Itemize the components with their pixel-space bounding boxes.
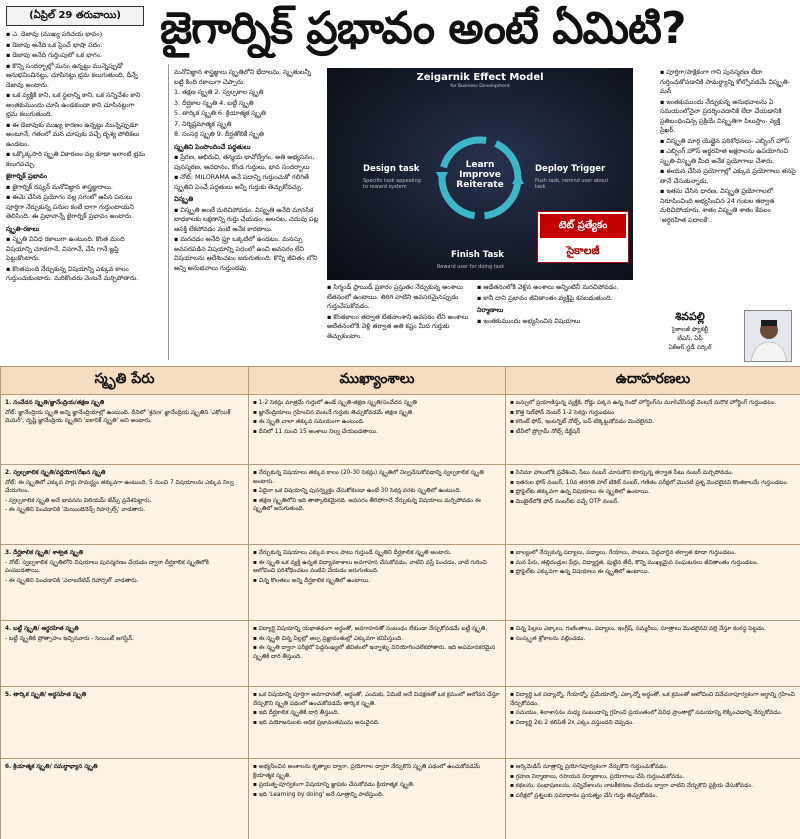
node-finish: Finish Task [451,250,504,260]
center-learn: Learn [465,160,495,170]
tet-special-badge [537,211,629,263]
table-row [1,545,800,621]
cell-key-points [249,465,506,545]
cell-line: ▪ పరీక్షలో ప్రశ్నలకు సమాధానం ప్రయత్నం చేసి గుర్తు తెచ్చుకోవడం. [510,792,658,799]
text-line: ▪ కొన్ని సందర్భాల్లో మనం ఉన్నట్టు మున్నెప్పుడో అనుభవించినట్టు, చూసినట్టు భ్రమ కలుగుతుంది. దీన్నే డెజావు అంటారు. [6,61,138,89]
cell-line: ▪ ఈ స్మృతి ఒక వ్యక్తి ఉన్నత విద్యావకాశాలు అవగాహన చేసుకోవడం, వాటిని వస్తే పెంచడం, వాటి గురించి ఆలోచించి పరిశోధించటం వంటివి చేయడం జరుగుతుంది. [253,559,487,575]
text-line: 7. నిర్మిష్టమాత్మక స్మృతి [174,119,232,128]
text-line: ▪ డెజావు అనేది గుర్తింపులో ఒక భాగం. [6,51,102,59]
header-key-points: ముఖ్యాంశాలు [249,367,506,395]
cell-line: ▪ నేర్చుకున్న విషయాలు ఎక్కువ కాలం పాటు గుర్తుండే స్మృతిని దీర్ఘకాలిక స్మృతి అంటారు. [253,550,452,556]
subheading-zeigarnik: జైగార్నిక్ ప్రభావం [6,172,47,180]
cell-key-points [249,395,506,465]
text-line: 5. తార్కిక స్మృతి 6. క్రియాత్మక స్మృతి [174,109,266,117]
text-line: ▪ కానీ దాని ప్రభావం జీవితాంతం వ్యక్తిపై కనబడుతుంది. [477,293,613,302]
cell-examples [506,395,800,465]
text-line: ▪ కొంతకాలం తర్వాత బేతనాంశాని అవసరం లేని అంశాలు అబేతనంలోకి వెళ్లి తర్వాత అతి కష్టం మీద గుర్తుకు తెచ్చుకుంటాం. [327,312,469,340]
cell-line: - ఈ స్మృతిని పెంచడానికి 'ఎలాబరేటివ్ రిహార్సల్' వాడతారు. [5,577,139,584]
cell-line: ▪ ఈ స్మృతి చాలా తక్కువ సమయంగా ఉంటుంది. [253,419,365,426]
cell-line: - నోట్: స్వల్పకాలిక స్మృతిలోని విషయాలు పునస్మరణం చేయడం ద్వారా దీర్ఘకాలిక స్మృతిలోకి పంపబడతాయి. [5,559,209,575]
cell-line: ▪ ప్రయత్న-పూర్వకంగా విషయాన్ని జ్ఞాపకం చేసుకోవడం క్రియాత్మక స్మృతి. [253,782,415,789]
cell-line: ▪ నేర్చుకున్న విషయాలు తక్కువ కాలం (20-30 సెకన్లు) స్మృతిలో నిల్వచేసుకోవడాన్ని స్వల్పకాలిక స్మృతి అంటారు. [253,470,484,485]
cell-line: ▪ విద్యార్థి ఒక పద్యాన్నో, గేయాన్నో, ప్రమేయాన్నో, ఎక్కాన్నో అర్థంతో, ఒక క్రమంతో ఆలోచించి వివేచనాపూర్వకంగా అర్థాన్ని గ్రహించి నేర్చుకోవడం. [510,692,795,707]
memory-types-table [0,366,800,839]
text-line: ▪ స్మృతి వివిధ రకాలుగా ఉంటుంది. కొంత మంది విషయాన్ని చూడగానే, వినగానే, చేసి గానే జ్ఞప్తి పెట్టుకొంటారు. [6,235,125,262]
badge-bottom: సైకాలజీ [566,244,600,257]
cell-line: ▪ చిన్న కొలతలు అన్ని దీర్ఘకాలిక స్మృతిలో ఉంటాయి. [253,577,371,584]
text-line: ▪ ఈ డెజావుకు ముఖ్య కారణం ఉన్నట్టు మున్నెప్పుడూ అంటూనే, గతంలో మన చూపుకు వచ్చే దృశ్య పోలికలు ఉండటం. [6,120,140,148]
node-deploy: Deploy Trigger [535,164,606,174]
column-divider [168,64,169,360]
text-line: ▪ మరచడం అనేది ఫ్రూ ఒక్కటిలో ఉండటం. మనస్సు అవసరపడిన విషయాన్ని పదంలో ఉంచి అవసరం లేని విషయాలను ఆదేశించటం జరుగుతుంది. కొన్ని జీవితం లోని అన్ని అనుభవాలు గుర్తుండవు. [174,235,318,272]
cell-memory-name [1,395,249,465]
cell-line: ▪ టీవీలో ప్రోగ్రామ్ నోట్స్ డిక్టేషన్ [510,428,581,435]
cell-line: 4. బట్టీ స్మృతి/ అర్థరహిత స్మృతి [5,626,79,632]
cell-line: ▪ ఒక విషయాన్ని పూర్తిగా అవగాహనతో, అర్థంతో, ఎందుకు, ఏమిటి అనే విచక్షణతో ఒక క్రమంలో ఆలోచన చేస్తూ నేర్చుకొని స్మృతి పథంలో ఉంచుకోవడమే తార్కిక స్మృతి. [253,692,500,707]
text-line: ▪ విస్మృతి అంటే మరిచిపోవడం. విస్మృతి అనేది మానసిక బాధకాలకు లక్షణాన్ని గుర్తు చేయడం, అలసట, చదువు పట్ల ఆసక్తి లేకపోవడం వంటి అనేక కారణాలు. [174,205,319,233]
date-tag: (ఏప్రిల్ 29 తరువాయి) [6,6,144,26]
cell-line: - స్వల్పకాలిక స్మృతి అనే భావనను విలియమ్ జేమ్స్ ప్రవేశపెట్టారు. [5,497,152,504]
text-line: ▪ ఇంతకుముందు అభ్యసించిన విషయాలు [477,316,581,325]
text-line: ▪ డెజావు అనేది ఒక ఫ్రెంచ్ భాషా పదం. [6,40,103,49]
cell-line: ▪ కథలను, సంభాషణలను, సన్నివేశాలను నాటకీకరణం చేయడం ద్వారా వాటిని నేర్చుకొని ఫ్రక్రియ చేసుకోవడం. [510,783,754,790]
text-line: ▪ ఒక్కొక్కసారి స్మృతి వికారణం వల్ల కూడా ఇలాంటి భ్రమ కలుగవచ్చు. [6,150,145,168]
text-line: ▪ కొంతమంది నేర్చుకున్న విషయాన్ని ఎక్కువ కాలం గుర్తుంచుకుంటారు. మరికొందరు వెంటనే మర్చిపోతారు. [6,264,139,282]
center-improve: Improve [459,170,501,180]
cell-examples [506,545,800,621]
text-line: ▪ ఎబ్బింగ్ హౌస్ అర్థరహిత అక్షరాలను ఉపయోగించి స్మృతి-విస్మృతి మీద అనేక ప్రయోగాలు చేశారు. [660,147,789,165]
cell-line: 2. స్వల్పకాలిక స్మృతి/వర్ణయోగ/రేఖన స్మృతి [5,470,106,476]
cell-line: ▪ 1-2 సెకన్లు మాత్రమే గుర్తులో ఉండే స్మృతి-తక్షణ స్మృతి/సంవేదన స్మృతి [253,400,417,406]
cell-line: ▪ అభ్యసించిన అంశాలను కృత్యాల ద్వారా, ప్రయోగాల ద్వారా నేర్చుకొని స్మృతి పథంలో ఉంచుకోవడమే క్రియాత్మక స్మృతి. [253,764,480,779]
table-row [1,621,800,687]
table-row [1,465,800,545]
cell-line: ▪ ఇది వయోజనులకు అధిక ప్రభావంతమును అనువైనది. [253,719,380,726]
cell-line: ▪ ఈ స్మృతి చిన్న పిల్లల్లో అల్ప ప్రజ్ఞావంతుల్లో ఎక్కువగా కనిపిస్తుంది. [253,635,404,642]
table-row [1,395,800,465]
cell-line: ▪ విద్యార్థి 2కు 2 కలిపితే 2x ఎక్కం వస్తుందని చెప్పడం. [510,719,635,726]
cell-line: ▪ చిన్న పిల్లలు ఎక్కాలు, గుణింతాలు, పద్యాలు, ఇంగ్లీష్, సమ్మరీలు, సూత్రాలు మొదలైనవి వల్లె వేస్తూ కంఠస్థ పెట్టడం. [510,626,766,632]
text-line: ▪ పూర్తిగా/పాక్షికంగా గాని పునస్మరణ లేదా గుర్తించుకోవడానికి సామర్థ్యాన్ని కోల్పోవడమే విస్మృతి- మన్ [660,68,790,95]
text-line: ▪ విస్మృతి మార్గ యెట్లైన పరిశోధనలు- ఎబ్బింగ్ హౌస్. [660,136,792,145]
header-memory-name: స్మృతి పేరు [1,367,249,395]
cell-line: ▪ కొత్త సెల్‌ఫోన్ నెంబర్ 1-2 సెకన్లు గుర్తుండటం [510,409,615,416]
cell-line: 1. సంవేదన స్మృతి/జ్ఞానేంద్రియ/తక్షణ స్మృతి [5,400,105,406]
center-reiterate: Reiterate [456,180,504,190]
cell-examples [506,687,800,759]
text-line: ▪ ఒక వ్యక్తికి కాని, ఒక స్థలాన్ని కాని, ఒక సన్నివేశం కాని అంతకుముందు చూసి ఉండకుండా కాని చూసినట్టుగా భ్రమ కలుగుతుంది. [6,91,141,118]
column-4 [477,283,635,362]
column-5 [660,68,796,307]
table-row [1,759,800,839]
text-line: ▪ ఈయన చేసిన ప్రయోగాల్లో ఎక్కువ ప్రయోగాలు తనపై తానే చేసుకున్నాడు. [660,167,796,185]
model-title: Zeigarnik Effect Model [416,72,544,83]
cell-line: ▪ గ్రహణ నిర్మాణాలు, రసాయన నిర్మాణాలు, ప్రయోగాలు చేసి గుర్తుంచుకోవడం. [510,773,685,780]
col2-intro: మనోవిజ్ఞాన శాస్త్రజ్ఞులు స్మృతిలోని భేదాలను, స్మృతులన్నీ బట్టి కింది రకాలుగా చెప్పారు. [174,68,311,86]
cell-line: ▪ విద్యార్థి విషయాన్ని యథాతథంగా అర్థంతో, అవగాహనతో సంబంధం లేకుండా నేర్చుకోవడమే బట్టీ స్మృతి. [253,626,488,632]
cell-key-points [249,687,506,759]
cell-line: - బట్టీ స్మృతికి ప్రోత్సాహం ఇచ్చినవారు - సెయింట్ ఆగస్టిన్. [5,635,135,642]
header-examples: ఉదాహరణలు [506,367,800,395]
cell-line: ▪ సమయం, శిలాశాసనం మధ్య సంబంధాన్ని గ్రహించి ప్రయంతంలో వివిధ ప్రాంతాల్లో సమయాన్ని లెక్కించడాన్ని నేర్చుకోవడం. [510,710,783,717]
cell-line: 3. దీర్ఘకాలిక స్మృతి/ శాశ్వత స్మృతి [5,550,83,556]
column-3 [327,283,473,362]
cell-line: ▪ ఇది 'Learning by doing' అనే సూత్రాన్ని పాటిస్తుంది. [253,791,384,798]
author-line-3: ఏకేఆర్ స్టడీ సర్కిల్ [668,344,712,351]
column-1 [6,30,146,362]
cell-line: ▪ ఈ స్మృతి ద్వారా పరీక్షలో పెద్దసంఖ్యలో జీవితంలో ఇన్నాళ్ళు వినియోగించలేకపోతారు. ఇది అపమానకరమైన స్మృతికి దారి తీస్తుంది. [253,645,496,660]
cell-line: ▪ ఏదైనా ఒక విషయాన్ని పునర్వ్యక్తం చేసుకోకుండా ఉంటే 30 సెకన్ల వరకు స్మృతిలో ఉంటుంది. [253,488,462,495]
cell-memory-name [1,545,249,621]
cell-examples [506,621,800,687]
node-deploy-desc: Push task, remind user about task [535,178,609,190]
text-line: ▪ ఇంతకుముందు నేర్చుకున్న అనుభవాలను ఏ సమయంలోనైనా ప్రదర్శించడానికి లేదా చేయడానికి ప్రతిబంధించిన్స ప్రక్రియే విస్మృతిగా పిలుస్తాం- వ్యక్తి ప్రేఖర్. [660,97,782,134]
cell-line: ▪ ఇతరుల ఫోన్ నంబర్, 10వ తరగతి హాల్ టికెట్ నంబర్, గణితం పరీక్షలో మొదటి ప్రశ్న మొదలైనవి కొంతకాలమే గుర్తుండటం. [510,479,789,486]
cell-key-points [249,759,506,839]
cell-line: ▪ ఫ్రొఫైల్‌కు ఎక్కువగా ఉన్న విషయాలు ఈ స్మృతిలో ఉంటాయి. [510,569,650,576]
author-photo [744,310,792,362]
node-design: Design task [363,164,420,174]
cell-memory-name [1,759,249,839]
model-subtitle: for Business Development [450,84,510,89]
cell-memory-name [1,465,249,545]
subheading-memory-types: స్మృతి-రకాలు [6,224,40,233]
text-line: ▪ నోట్: MILORAMA అనే పదాన్ని గుర్తుంచుకో గలిగితే స్మృతిని పెంచే పద్ధతులు అన్నీ గుర్తుకు తెచ్చుకోవచ్చు. [174,173,309,191]
column-2 [174,68,322,362]
cell-line: ▪ కరెంట్ ఫోన్, ఇంటర్నెట్ నోట్స్, బస్ టిక్కెట్టుకోవడం మొదలైనవి. [510,419,655,426]
cell-line: ▪ దీనిలో 11 నుంచి 15 అంశాలు నిల్వ చేయబడతాయి. [253,428,378,435]
text-line: 8. సంసర్గ స్మృతి 9. దీర్ఘతోలికే స్మృతి [174,130,264,138]
cell-line: ▪ జ్ఞానేంద్రియాలు గ్రహించిన వెంటనే గుర్తుకు తెచ్చుకోవడమే తక్షణ స్మృతి. [253,409,414,416]
subheading-improve-memory: స్మృతిని పెంపొందించే పద్ధతులు [174,142,251,151]
table-row [1,687,800,759]
node-design-desc: Specific task appealing to reward system [363,178,421,190]
cell-line: ▪ సినిమా హాలులోకి ప్రవేశించి, సీటు నంబర్ చూసుకొని కూర్చున్న తర్వాత సీటు నంబర్ మర్చిపోవడం. [510,470,734,476]
author-info [640,325,740,352]
badge-top: టెట్ ప్రత్యేకం [540,214,626,238]
cell-line: ▪ ఆర్కిమెడిస్ సూత్రాన్ని ప్రయోగపూర్వకంగా నేర్చుకొని గుర్తుంచుకోవడం. [510,764,668,770]
cell-line: 6. క్రియాత్మక స్మృతి/ సమర్థాభ్యాస స్మృతి [5,764,98,770]
model-center [445,160,515,190]
cell-line: ▪ బస్సులో ప్రయాణిస్తున్న వ్యక్తికి, రోడ్డు పక్కన ఉన్న రెండో హోర్డింగ్‌ను మూసివేసినట్టే వెంటనే మరొక హోర్డింగ్ గుర్తుండటం. [510,400,777,406]
author-line-1: సైకాలజీ ఫ్యాకల్టీ [671,326,709,333]
author-line-2: టీఎస్, ఏపీ [677,335,703,342]
cell-line: ▪ తక్షణ స్మృతిలోని ఇది తాత్కాలికమైనది. అవసరం తీరిపోగానే నేర్చుకున్న విషయాలు మర్చిపోవడం ఈ స్మృతిలో జరుగుతుంది. [253,497,481,513]
cell-line: 5. తార్కిక స్మృతి/ అర్థసహిత స్మృతి [5,692,87,698]
text-line: 1. తక్షణ స్మృతి 2. స్వల్పకాల స్మృతి [174,88,264,96]
cell-key-points [249,621,506,687]
text-line: ▪ ఆడేతనంలోకి వెళ్లిన అంశాలు అన్నింటినీ మరచిపోవడం. [477,283,619,291]
cell-memory-name [1,687,249,759]
text-line: ▪ సిగ్మండ్ ఫ్రాయిడ్ ప్రకారం ప్రస్తుతం నేర్చుకున్న అంశాలు బేతనంలో ఉంటాయి. తిరిగి వాటిని అవసరమైనప్పుడు గుర్తుచేసుకోవడం. [327,283,463,310]
cell-line: ▪ ఫ్రొఫైల్‌కు తక్కువగా ఉన్న విషయాలు ఈ స్మృతిలో ఉంటాయి. [510,489,650,496]
zeigarnik-model-image [327,68,633,280]
cell-memory-name [1,621,249,687]
cell-line: ▪ మొబైల్‌లోకి ఫోన్ నంబర్‌కు వచ్చే OTP నంబర్. [510,498,620,505]
cell-line: నోట్: జ్ఞానేంద్రియ స్మృతి అన్ని జ్ఞానేంద్రియాల్లో ఉంటుంది. దీనిలో 'శ్రవణ' జ్ఞానేంద్రియ స్మృతిని 'ఎకోయిక్ మెమరీ', దృష్టి జ్ఞానేంద్రియ స్మృతిని 'ఐకానిక్ స్మృతి' అని అంటారు. [5,409,231,425]
cell-line: నోట్: ఈ స్మృతిలో ఎక్కువ సార్లు సామర్థ్యం తక్కువగా ఉంటుంది. 5 నుంచి 7 విషయాలను ఎక్కువ నిల్వ చేయగలం. [5,479,234,495]
subheading-forgetting: విస్మృతి [174,195,194,203]
author-box [640,310,796,362]
subheading-structures: నిర్మాణాలు [477,306,504,314]
text-line: ▪ జైగార్నిక్ రష్యన్ మనోవిజ్ఞాన శాస్త్రజ్ఞురాలు. [6,182,113,191]
text-line: ▪ ఇతను చేసిన ధారణ, విస్మృతి ప్రయోగాలలో నిరూపించింది అభ్యసించిన 24 గంటల తర్వాత మరిచిపోయారు. శాతం విస్మృతి శాతం కేవలం 'అర్థరహిత పదాలకే'. [660,187,775,224]
cell-line: ▪ ఇది దీర్ఘకాలిక స్మృతికి దారి తీస్తుంది. [253,710,340,717]
cell-line: ▪ సంస్కృత శ్లోకాలను వల్లించడం. [510,635,586,642]
cell-examples [506,759,800,839]
cell-line: ▪ మన పేరు, తల్లిదండ్రుల పేర్లు, విద్యార్హత, పుట్టిన తేదీ, కొన్ని ముఖ్యమైన సంఘటనలు జీవితాంతం గుర్తుండటం. [510,559,759,566]
text-line: 3. దీర్ఘకాల స్మృతి 4. బట్టీ స్మృతి [174,98,254,107]
cell-examples [506,465,800,545]
cell-line: - ఈ స్మృతిని పెంచడానికి 'మెయింటెనెన్స్ రిహర్సల్స్' వాడతారు. [5,507,146,514]
headline: జైగార్నిక్ ప్రభావం అంటే ఏమిటి? [160,3,686,54]
cell-key-points [249,545,506,621]
text-line: ▪ ఈమె చేసిన ప్రయోగం వల్ల సగంలో ఆపిన పనులు పూర్తిగా నేర్చుకున్న పనుల కంటే బాగా గుర్తుంటాయని తెలిసింది. ఈ ప్రభావాన్నే జైగార్నిక్ ప్రభావం అంటారు. [6,193,134,220]
node-finish-desc: Reward user for doing task [437,264,505,270]
text-line: ▪ ప్రేరణ, అభిరుచి, తన్మయ భావోద్వేగం, అతి అభ్యసనం, పునస్మరణ, ఆవధానం, కొండ గుర్తులు, భావ సందర్భాలు [174,153,315,171]
author-name: శివపల్లి [675,310,705,323]
cell-line: ▪ బాల్యంలో నేర్చుకున్న పద్యాలు, పద్యాలు, గేయాలు, పాటలు, పెద్దవారైన తర్వాత కూడా గుర్తుండటం. [510,550,737,556]
text-line: ▪ ఎ. డెజావు (ముఖ్య పరిచయ భావం) [6,30,103,38]
